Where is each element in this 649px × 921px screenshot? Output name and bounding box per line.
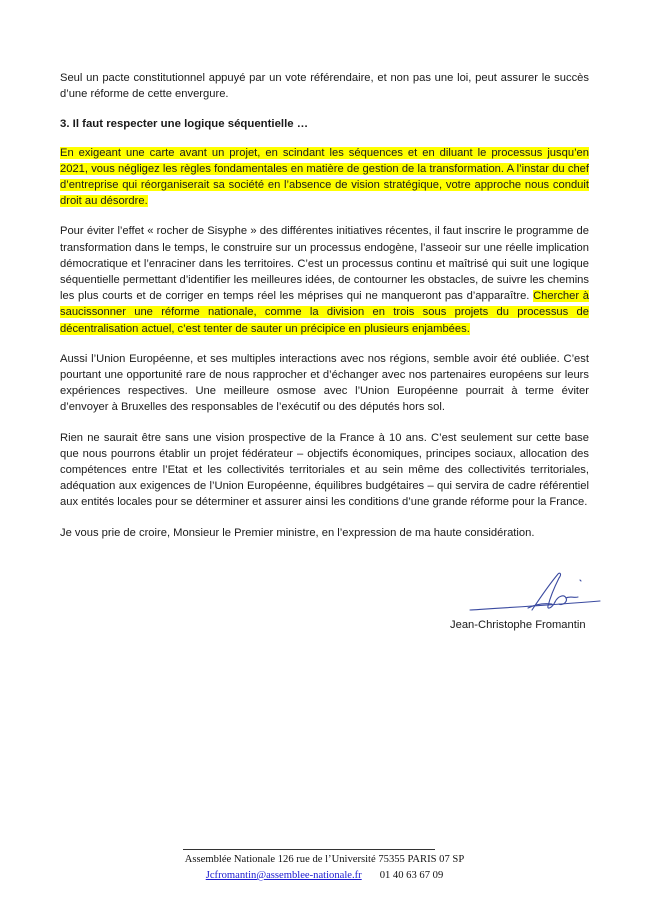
footer-contact <box>0 870 649 881</box>
letter-body <box>60 70 589 555</box>
paragraph-vision: Rien ne saurait être sans une vision prospective de la France à 10 ans. C’est seulement sur cette base que nous pourrons établir un projet fédérateur – objectifs économiques, principes sociaux, allocation des compétences entre l’Etat et les collectivités territoriales et au sein même des collectivités territoriales, adéquation aux exigences de l’Union Européenne, équilibres budgétaires – qui servira de cadre référentiel aux entités locales pour se déterminer et assurer ainsi les conditions d’une grande réforme pour la France. <box>60 431 589 509</box>
paragraph-sequence <box>60 145 589 210</box>
closing-formula: Je vous prie de croire, Monsieur le Premier ministre, en l’expression de ma haute considération. <box>60 526 535 539</box>
paragraph-sisyphe <box>60 223 589 336</box>
email-link[interactable]: Jcfromantin@assemblee-nationale.fr <box>205 870 362 881</box>
highlighted-text: Chercher à saucissonner une réforme nationale, comme la division en trois sous projets du processus de décentralisation actuel, c’est tenter de sauter un précipice en plusieurs enjambées. <box>60 290 589 335</box>
paragraph-text: Pour éviter l’effet « rocher de Sisyphe » des différentes initiatives récentes, il faut inscrire le programme de transformation dans le temps, le construire sur un processus endogène, l’asseoir sur une réelle implication démocratique et l’enraciner dans les territoires. C’est un processus continu et maîtrisé qui suit une logique séquentielle permettant d’identifier les meilleures idées, de contourner les obstacles, de suivre les chemins les plus courts et de corriger en temps réel les méprises qui ne manqueront pas d’apparaître. <box>60 225 589 303</box>
paragraph-europe: Aussi l’Union Européenne, et ses multiples interactions avec nos régions, semble avoir été oubliée. C’est pourtant une opportunité rare de nous rapprocher et d’échanger avec nos partenaires européens sur leurs expériences respectives. Une meilleure osmose avec l’Union Européenne pourrait à terme éviter d’envoyer à Bruxelles des responsables de l’exécutif ou des députés hors sol. <box>60 352 589 414</box>
signature-block <box>440 568 620 638</box>
signatory-name: Jean-Christophe Fromantin <box>450 619 586 631</box>
phone-number: 01 40 63 67 09 <box>379 870 444 881</box>
section-heading: 3. Il faut respecter une logique séquentielle … <box>60 118 309 131</box>
footer-divider <box>183 849 435 850</box>
footer-address: Assemblée Nationale 126 rue de l’Université 75355 PARIS 07 SP <box>184 854 465 865</box>
highlighted-text: En exigeant une carte avant un projet, en scindant les séquences et en diluant le processus jusqu’en 2021, vous négligez les règles fondamentales en matière de gestion de la transformation. A l’instar du chef d’entreprise qui réorganiserait sa société en l’absence de vision stratégique, votre approche nous conduit droit au désordre. <box>60 146 589 208</box>
paragraph-referendum: Seul un pacte constitutionnel appuyé par un vote référendaire, et non pas une loi, peut assurer le succès d’une réforme de cette envergure. <box>60 72 589 101</box>
handwritten-signature-icon <box>462 568 612 620</box>
